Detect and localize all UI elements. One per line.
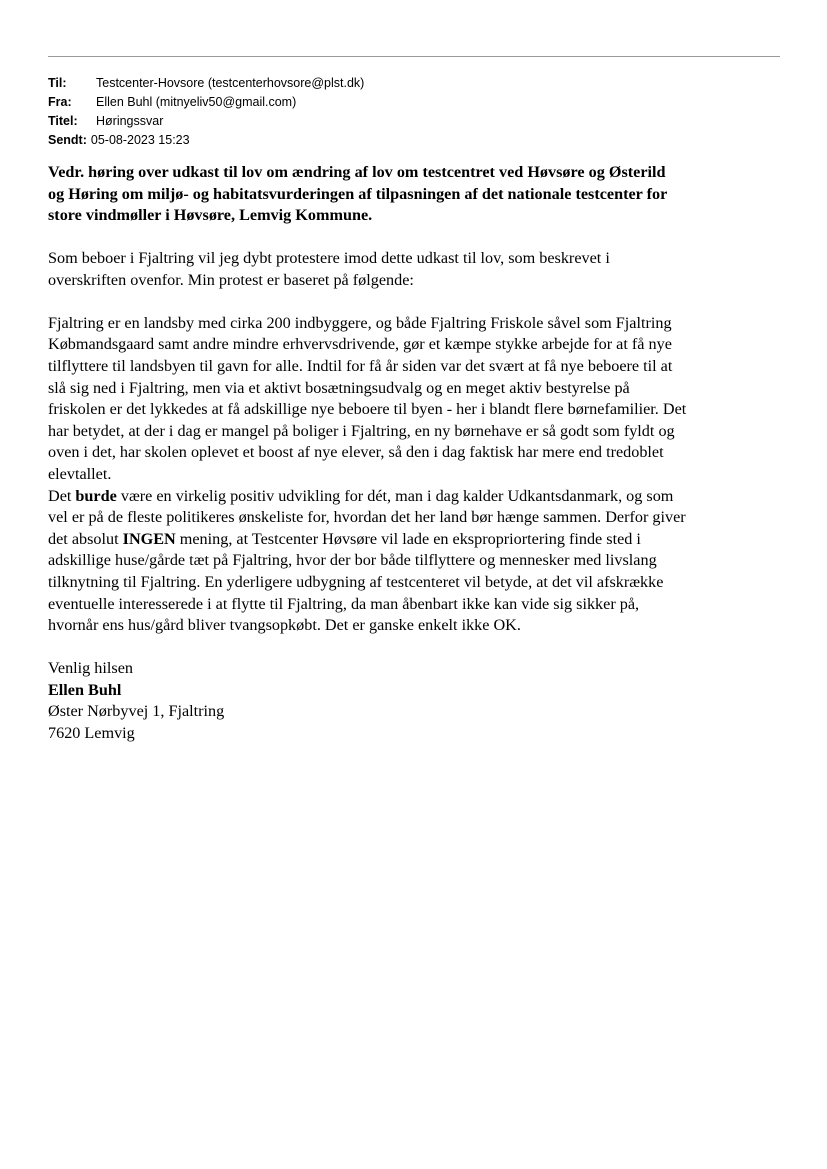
text-fragment: mening, at Testcenter Høvsøre vil lade en ekspropriortering finde sted i [175, 529, 641, 548]
subject-line: store vindmøller i Høvsøre, Lemvig Kommune. [48, 206, 373, 224]
subject-line: Vedr. høring over udkast til lov om ændring af lov om testcentret ved Høvsøre og Østerild [48, 163, 666, 181]
address-city: 7620 Lemvig [48, 724, 135, 743]
title-label: Titel: [48, 114, 78, 128]
closing-text: Venlig hilsen [48, 659, 133, 678]
text-line [48, 529, 786, 551]
paragraph-fjaltring [48, 313, 786, 486]
title-row [48, 112, 364, 131]
from-label: Fra: [48, 95, 72, 109]
text-line: Købmandsgaard samt andre mindre erhvervsdrivende, gør et kæmpe stykke arbejde for at få nye [48, 335, 672, 354]
intro-paragraph [48, 248, 786, 291]
text-line: elevtallet. [48, 464, 112, 483]
text-line: adskillige huse/gårde tæt på Fjaltring, hvor der bor både tilflyttere og mennesker med livslang [48, 551, 657, 570]
letter-body [48, 248, 786, 745]
signature-name: Ellen Buhl [48, 680, 122, 699]
sent-label: Sendt: [48, 133, 87, 147]
to-row [48, 74, 364, 93]
subject-line: og Høring om miljø- og habitatsvurderingen af tilpasningen af det nationale testcenter for [48, 184, 668, 203]
emphasis-ingen: INGEN [122, 529, 176, 548]
intro-line: overskriften ovenfor. Min protest er baseret på følgende: [48, 270, 414, 289]
intro-line: Som beboer i Fjaltring vil jeg dybt protestere imod dette udkast til lov, som beskrevet i [48, 249, 610, 267]
text-line: har betydet, at der i dag er mangel på boliger i Fjaltring, en ny børnehave er så godt som fyldt og [48, 421, 675, 440]
text-fragment: det absolut [48, 529, 123, 548]
text-line [48, 486, 786, 508]
text-line: friskolen er det lykkedes at få adskillige nye beboere til byen - her i blandt flere børnefamilier. Det [48, 400, 687, 419]
paragraph-argument [48, 486, 786, 637]
text-fragment: være en virkelig positiv udvikling for dét, man i dag kalder Udkantsdanmark, og som [116, 486, 674, 505]
paragraph-spacer [48, 291, 786, 313]
to-value: Testcenter-Hovsore (testcenterhovsore@plst.dk) [96, 76, 365, 90]
emphasis-burde: burde [75, 486, 117, 505]
address-street: Øster Nørbyvej 1, Fjaltring [48, 702, 225, 721]
signature-block [48, 658, 786, 744]
sent-value: 05-08-2023 15:23 [90, 133, 190, 147]
from-row [48, 93, 364, 112]
subject-heading [48, 162, 783, 227]
text-line: eventuelle interesserede i at flytte til Fjaltring, da man åbenbart ikke kan vide sig sikker på, [48, 594, 640, 613]
text-line: vel er på de fleste politikeres ønskeliste for, hvordan det her land bør hænge sammen. Derfor giver [48, 508, 686, 527]
text-line: oven i det, har skolen oplevet et boost af nye elever, så den i dag faktisk har mere end tredoblet [48, 443, 664, 462]
text-line: slå sig ned i Fjaltring, men via et aktivt bosætningsudvalg og en meget aktiv bestyrelse på [48, 378, 630, 397]
to-label: Til: [48, 76, 67, 90]
paragraph-spacer [48, 637, 786, 659]
text-fragment: Det [48, 486, 76, 505]
text-line: tilflyttere til landsbyen til gavn for alle. Indtil for få år siden var det svært at få nye beboere til at [48, 356, 673, 375]
sent-row [48, 131, 364, 150]
text-line: tilknytning til Fjaltring. En yderligere udbygning af testcenteret vil betyde, at det vil afskrække [48, 572, 664, 591]
title-value: Høringssvar [96, 114, 164, 128]
text-line: hvornår ens hus/gård bliver tvangsopkøbt. Det er ganske enkelt ikke OK. [48, 616, 521, 635]
text-line: Fjaltring er en landsby med cirka 200 indbyggere, og både Fjaltring Friskole såvel som Fjaltring [48, 313, 672, 332]
email-header [48, 74, 364, 150]
header-divider [48, 56, 780, 57]
from-value: Ellen Buhl (mitnyeliv50@gmail.com) [96, 95, 297, 109]
